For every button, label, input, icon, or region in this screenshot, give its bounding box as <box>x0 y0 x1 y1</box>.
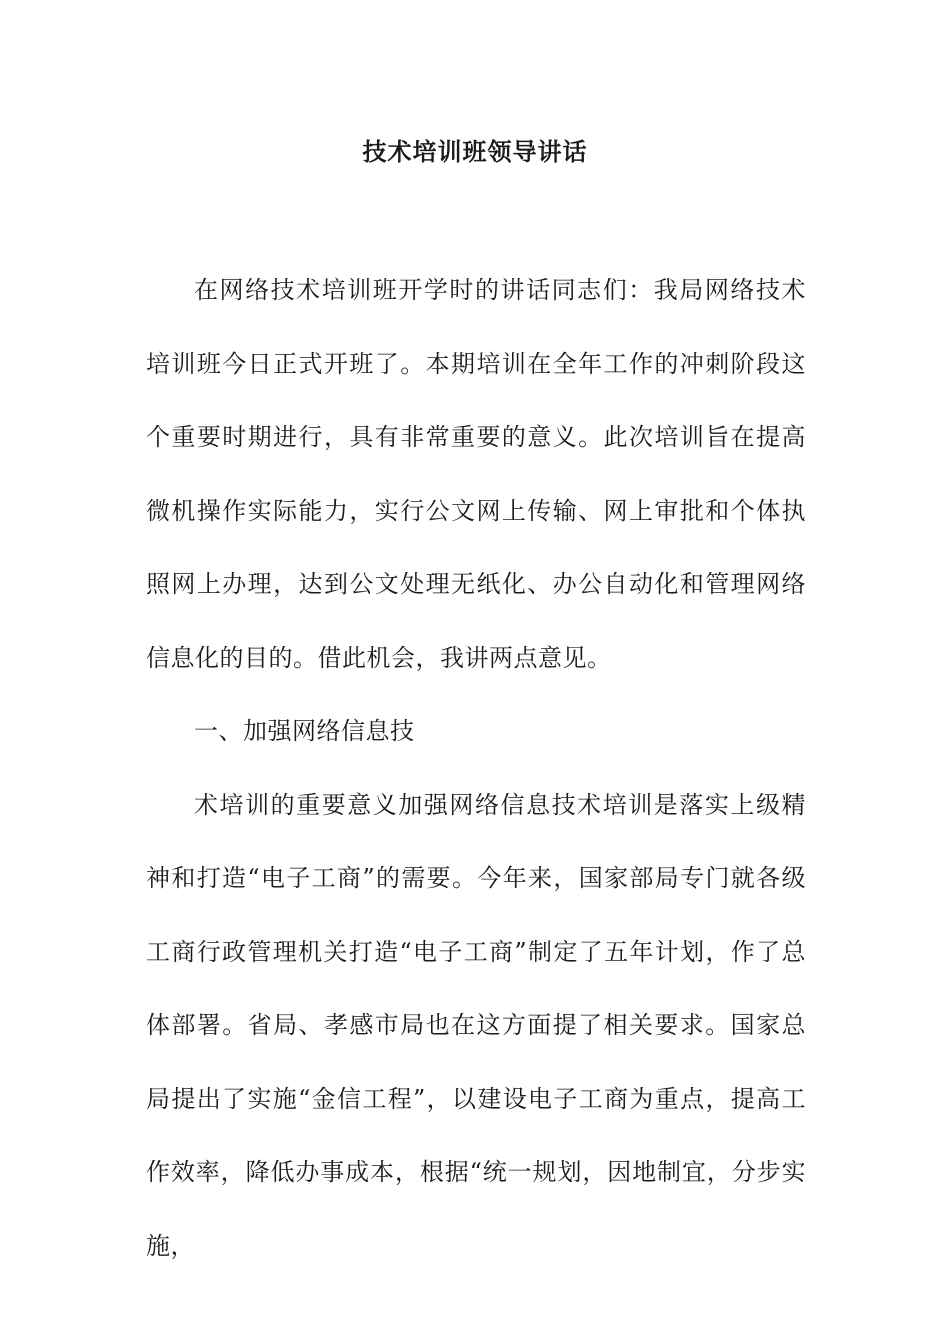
section-heading-one: 一、加强网络信息技 <box>194 717 415 745</box>
document-title: 技术培训班领导讲话 <box>362 137 588 166</box>
paragraph-section-one: 术培训的重要意义加强网络信息技术培训是落实上级精神和打造“电子工商”的需要。今年来，国家部局专门就各级工商行政管理机关打造“电子工商”制定了五年计划，作了总体部署。省局、孝感市局也在这方面提了相关要求。国家总局提出了实施“金信工程”，以建设电子工商为重点，提高工作效率，降低办事成本，根据“统一规划，因地制宜，分步实施， <box>146 790 806 1260</box>
paragraph-opening: 在网络技术培训班开学时的讲话同志们：我局网络技术培训班今日正式开班了。本期培训在全年工作的冲刺阶段这个重要时期进行，具有非常重要的意义。此次培训旨在提高微机操作实际能力，实行公文网上传输、网上审批和个体执照网上办理，达到公文处理无纸化、办公自动化和管理网络信息化的目的。借此机会，我讲两点意见。 <box>146 276 806 672</box>
document-body <box>146 254 806 1283</box>
